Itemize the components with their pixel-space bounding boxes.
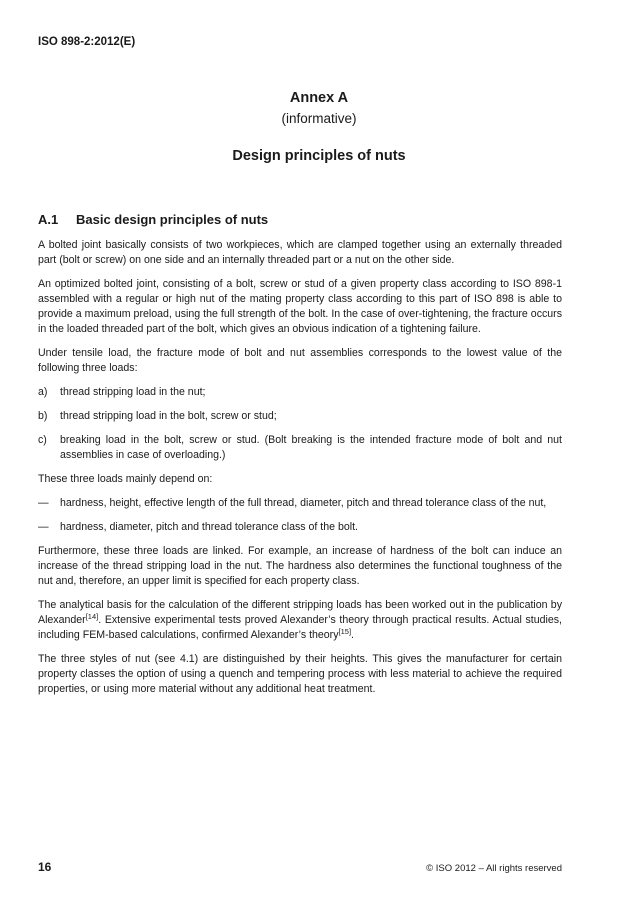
body-text (38, 238, 562, 706)
list-item (38, 496, 562, 511)
paragraph: The three styles of nut (see 4.1) are distinguished by their heights. This gives the manufacturer for certain property classes the option of using a quench and tempering process with less material to achieve the required properties, or using more material without any additional heat treatment. (38, 653, 562, 695)
annex-title: Annex A (289, 90, 349, 106)
list-item (38, 433, 562, 463)
list-item-label: b) (38, 410, 48, 422)
paragraph: Furthermore, these three loads are linked. For example, an increase of hardness of the bolt can induce an increase of the thread stripping load in the nut. The hardness also determines the functional toughness of the nut and, therefore, an upper limit is specified for each property class. (38, 545, 562, 587)
annex-heading: Design principles of nuts (232, 148, 406, 164)
section-number: A.1 (38, 212, 59, 227)
paragraph: These three loads mainly depend on: (38, 473, 213, 485)
list-item-text: hardness, height, effective length of the full thread, diameter, pitch and thread tolerance class of the nut, (60, 497, 547, 509)
paragraph-text: . Extensive experimental tests proved Alexander’s theory through practical results. Actual studies, including FEM-based calculations, confirmed Alexander’s theory (38, 614, 562, 641)
paragraph-text: The analytical basis for the calculation of the different stripping loads has been worked out in the publication by Alexander (38, 599, 562, 626)
list-item-text: thread stripping load in the bolt, screw or stud; (60, 410, 277, 422)
list-item (38, 385, 562, 400)
paragraph-with-references (38, 598, 562, 643)
section-heading (38, 212, 268, 227)
list-item-dash: — (38, 497, 49, 509)
paragraph-text: . (351, 629, 354, 641)
list-item (38, 520, 562, 535)
copyright-notice: © ISO 2012 – All rights reserved (426, 863, 562, 874)
list-item-dash: — (38, 521, 49, 533)
paragraph: Under tensile load, the fracture mode of bolt and nut assemblies corresponds to the lowest value of the following three loads: (38, 347, 562, 374)
paragraph: A bolted joint basically consists of two workpieces, which are clamped together using an externally threaded part (bolt or screw) on one side and an internally threaded part or a nut on the other side. (38, 239, 562, 266)
list-item-text: thread stripping load in the nut; (60, 386, 206, 398)
list-item-text: hardness, diameter, pitch and thread tolerance class of the bolt. (60, 521, 358, 533)
list-item-label: a) (38, 386, 48, 398)
document-id-header: ISO 898-2:2012(E) (38, 36, 136, 48)
list-item-text: breaking load in the bolt, screw or stud. (Bolt breaking is the intended fracture mode of bolt and nut assemblies in case of overloading.) (60, 434, 562, 461)
section-title: Basic design principles of nuts (76, 212, 269, 227)
list-item (38, 409, 562, 424)
annex-subtitle: (informative) (281, 111, 357, 126)
reference-link[interactable]: [14] (85, 612, 99, 621)
reference-link[interactable]: [15] (338, 627, 352, 636)
paragraph: An optimized bolted joint, consisting of a bolt, screw or stud of a given property class according to ISO 898-1 assembled with a regular or high nut of the mating property class according to this part of ISO 898 is able to provide a maximum preload, using the full strength of the bolt. In the case of over-tightening, the fracture occurs in the loaded threaded part of the bolt, which gives an obvious indication of a tightening failure. (38, 278, 562, 335)
page-number: 16 (38, 860, 52, 874)
list-item-label: c) (38, 434, 47, 446)
